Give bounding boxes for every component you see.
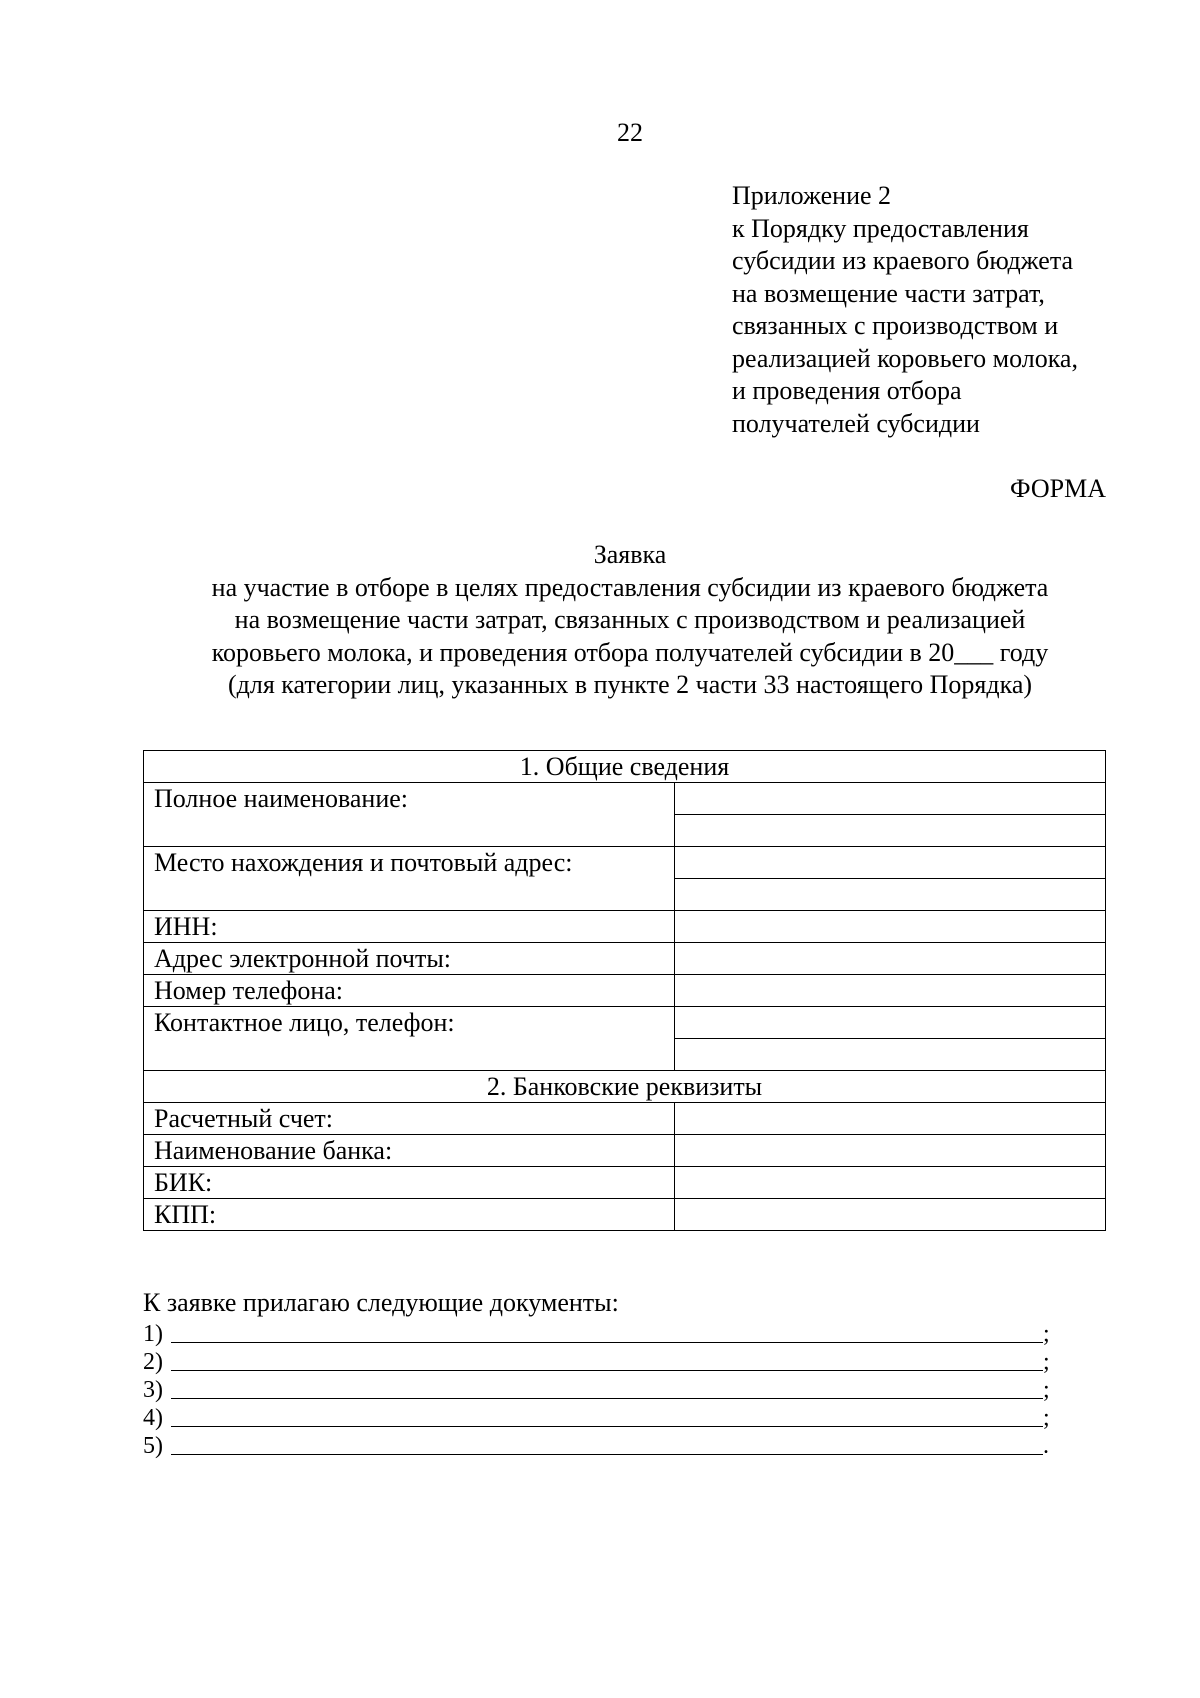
kpp-label: КПП: <box>144 1199 675 1231</box>
attached-documents <box>143 1287 1053 1459</box>
contact-label: Контактное лицо, телефон: <box>144 1007 675 1071</box>
section-bank-details-header: 2. Банковские реквизиты <box>144 1071 1106 1103</box>
document-line-end: . <box>1043 1433 1049 1459</box>
document-number: 5) <box>143 1433 163 1459</box>
document-line-end: ; <box>1043 1405 1050 1431</box>
document-number: 1) <box>143 1321 163 1347</box>
bik-label: БИК: <box>144 1167 675 1199</box>
form-label: ФОРМА <box>1010 474 1106 503</box>
bank-name-field[interactable] <box>675 1135 1106 1167</box>
documents-intro: К заявке прилагаю следующие документы: <box>143 1288 619 1317</box>
page-number: 22 <box>617 118 643 147</box>
title-line: на возмещение части затрат, связанных с производством и реализацией <box>234 605 1026 634</box>
appendix-line: связанных с производством и <box>732 311 1059 340</box>
account-label: Расчетный счет: <box>144 1103 675 1135</box>
document-line <box>143 1319 1053 1347</box>
document-line <box>143 1431 1053 1459</box>
document-blank-field[interactable] <box>171 1406 1043 1427</box>
appendix-line: к Порядку предоставления <box>732 213 1029 243</box>
document-line <box>143 1375 1053 1403</box>
document-line <box>143 1347 1053 1375</box>
application-title <box>0 539 1200 702</box>
kpp-field[interactable] <box>675 1199 1106 1231</box>
email-field[interactable] <box>675 943 1106 975</box>
full-name-field-2[interactable] <box>675 815 1106 847</box>
appendix-line: и проведения отбора <box>732 376 962 405</box>
appendix-line: Приложение 2 <box>732 181 892 210</box>
title-line: Заявка <box>593 540 667 569</box>
address-field-2[interactable] <box>675 879 1106 911</box>
email-label: Адрес электронной почты: <box>144 943 675 975</box>
document-blank-field[interactable] <box>171 1434 1043 1455</box>
phone-label: Номер телефона: <box>144 975 675 1007</box>
document-line-end: ; <box>1043 1321 1050 1347</box>
inn-label: ИНН: <box>144 911 675 943</box>
appendix-line: реализацией коровьего молока, <box>732 343 1078 373</box>
title-line: (для категории лиц, указанных в пункте 2 части 33 настоящего Порядка) <box>227 670 1033 699</box>
inn-field[interactable] <box>675 911 1106 943</box>
appendix-line: на возмещение части затрат, <box>732 278 1045 308</box>
appendix-line: получателей субсидии <box>732 408 980 438</box>
address-field[interactable] <box>675 847 1106 879</box>
appendix-line: субсидии из краевого бюджета <box>732 246 1074 275</box>
document-line-end: ; <box>1043 1377 1050 1403</box>
document-number: 2) <box>143 1349 163 1375</box>
address-label: Место нахождения и почтовый адрес: <box>144 847 675 911</box>
document-blank-field[interactable] <box>171 1350 1043 1371</box>
document-line <box>143 1403 1053 1431</box>
title-line: на участие в отборе в целях предоставления субсидии из краевого бюджета <box>211 572 1049 602</box>
full-name-label: Полное наименование: <box>144 783 675 847</box>
full-name-field[interactable] <box>675 783 1106 815</box>
document-blank-field[interactable] <box>171 1378 1043 1399</box>
application-form-table <box>143 750 1106 1231</box>
document-number: 4) <box>143 1405 163 1431</box>
bik-field[interactable] <box>675 1167 1106 1199</box>
contact-field[interactable] <box>675 1007 1106 1039</box>
account-field[interactable] <box>675 1103 1106 1135</box>
document-number: 3) <box>143 1377 163 1403</box>
phone-field[interactable] <box>675 975 1106 1007</box>
contact-field-2[interactable] <box>675 1039 1106 1071</box>
bank-name-label: Наименование банка: <box>144 1135 675 1167</box>
section-general-info-header: 1. Общие сведения <box>144 751 1106 783</box>
title-line: коровьего молока, и проведения отбора получателей субсидии в 20___ году <box>211 637 1049 667</box>
document-blank-field[interactable] <box>171 1322 1043 1343</box>
document-line-end: ; <box>1043 1349 1050 1375</box>
appendix-header <box>732 180 1078 440</box>
